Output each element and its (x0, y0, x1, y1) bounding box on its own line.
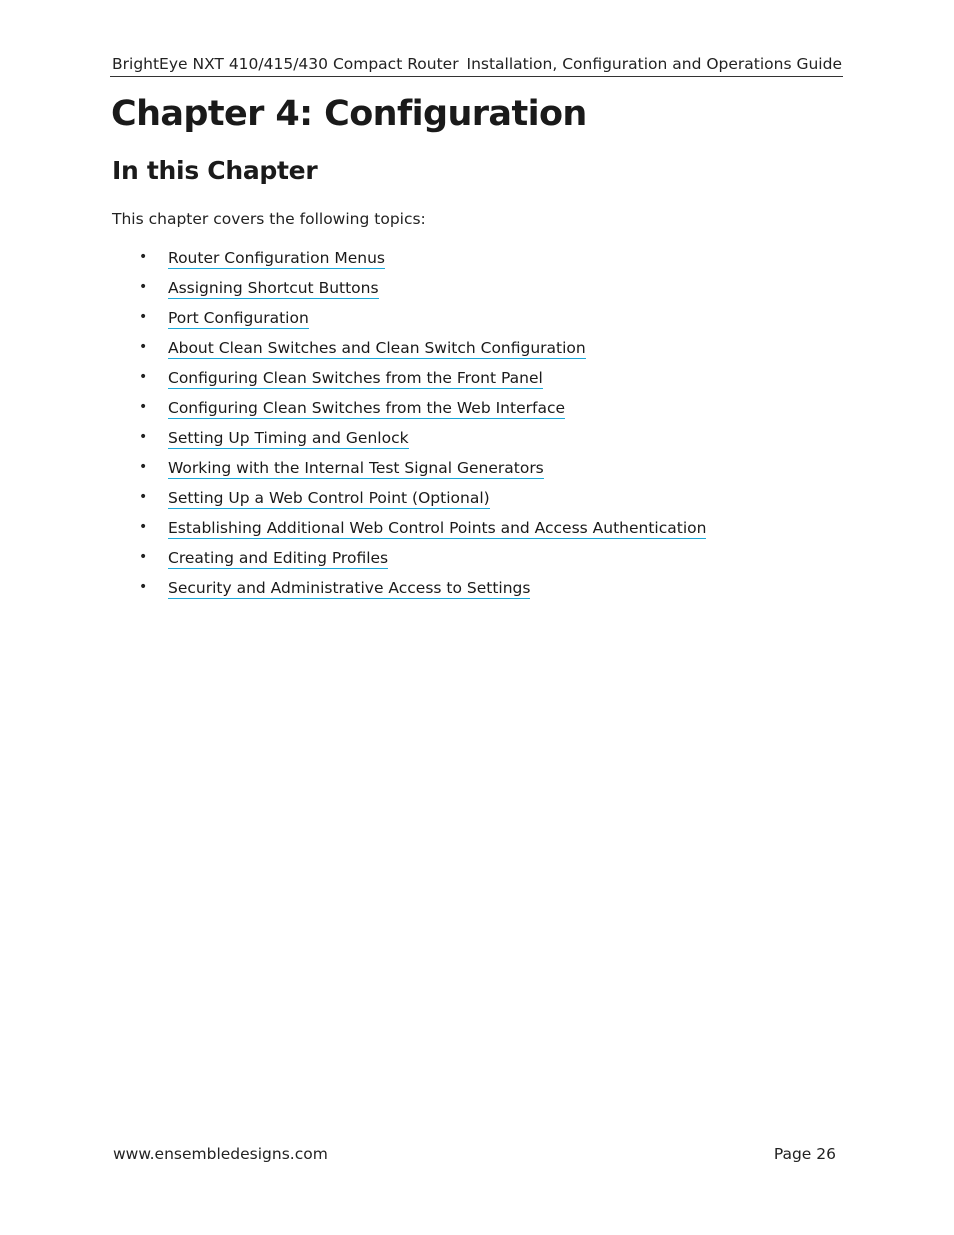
footer-page-number: Page 26 (773, 1145, 836, 1163)
header-guide-title: Installation, Configuration and Operations Guide (466, 55, 842, 73)
topic-link-web-control-point[interactable]: Setting Up a Web Control Point (Optional) (168, 489, 490, 507)
topic-link-router-configuration-menus[interactable]: Router Configuration Menus (168, 249, 385, 267)
bullet: • (139, 249, 148, 265)
bullet: • (139, 399, 148, 415)
bullet: • (139, 369, 148, 385)
bullet: • (139, 549, 148, 565)
topic-link-creating-editing-profiles[interactable]: Creating and Editing Profiles (168, 549, 389, 567)
bullet: • (139, 309, 148, 325)
bullet: • (139, 579, 148, 595)
bullet: • (139, 519, 148, 535)
chapter-title: Chapter 4: Configuration (111, 94, 587, 134)
topic-link-security-admin-access[interactable]: Security and Administrative Access to Settings (168, 579, 531, 597)
section-heading: In this Chapter (112, 156, 318, 185)
topic-link-clean-switches-web-interface[interactable]: Configuring Clean Switches from the Web Interface (168, 399, 565, 417)
running-header (110, 52, 843, 77)
topic-link-clean-switches-front-panel[interactable]: Configuring Clean Switches from the Front Panel (168, 369, 543, 387)
topic-link-timing-and-genlock[interactable]: Setting Up Timing and Genlock (168, 429, 409, 447)
topic-link-test-signal-generators[interactable]: Working with the Internal Test Signal Generators (168, 459, 544, 477)
footer-website: www.ensembledesigns.com (113, 1145, 328, 1163)
bullet: • (139, 429, 148, 445)
topic-link-additional-web-control-points[interactable]: Establishing Additional Web Control Points and Access Authentication (168, 519, 707, 537)
topic-link-about-clean-switches[interactable]: About Clean Switches and Clean Switch Configuration (168, 339, 586, 357)
intro-text: This chapter covers the following topics: (112, 210, 426, 228)
topic-link-port-configuration[interactable]: Port Configuration (168, 309, 309, 327)
topic-link-assigning-shortcut-buttons[interactable]: Assigning Shortcut Buttons (168, 279, 379, 297)
header-product-name: BrightEye NXT 410/415/430 Compact Router (112, 55, 459, 73)
bullet: • (139, 279, 148, 295)
bullet: • (139, 339, 148, 355)
bullet: • (139, 459, 148, 475)
bullet: • (139, 489, 148, 505)
